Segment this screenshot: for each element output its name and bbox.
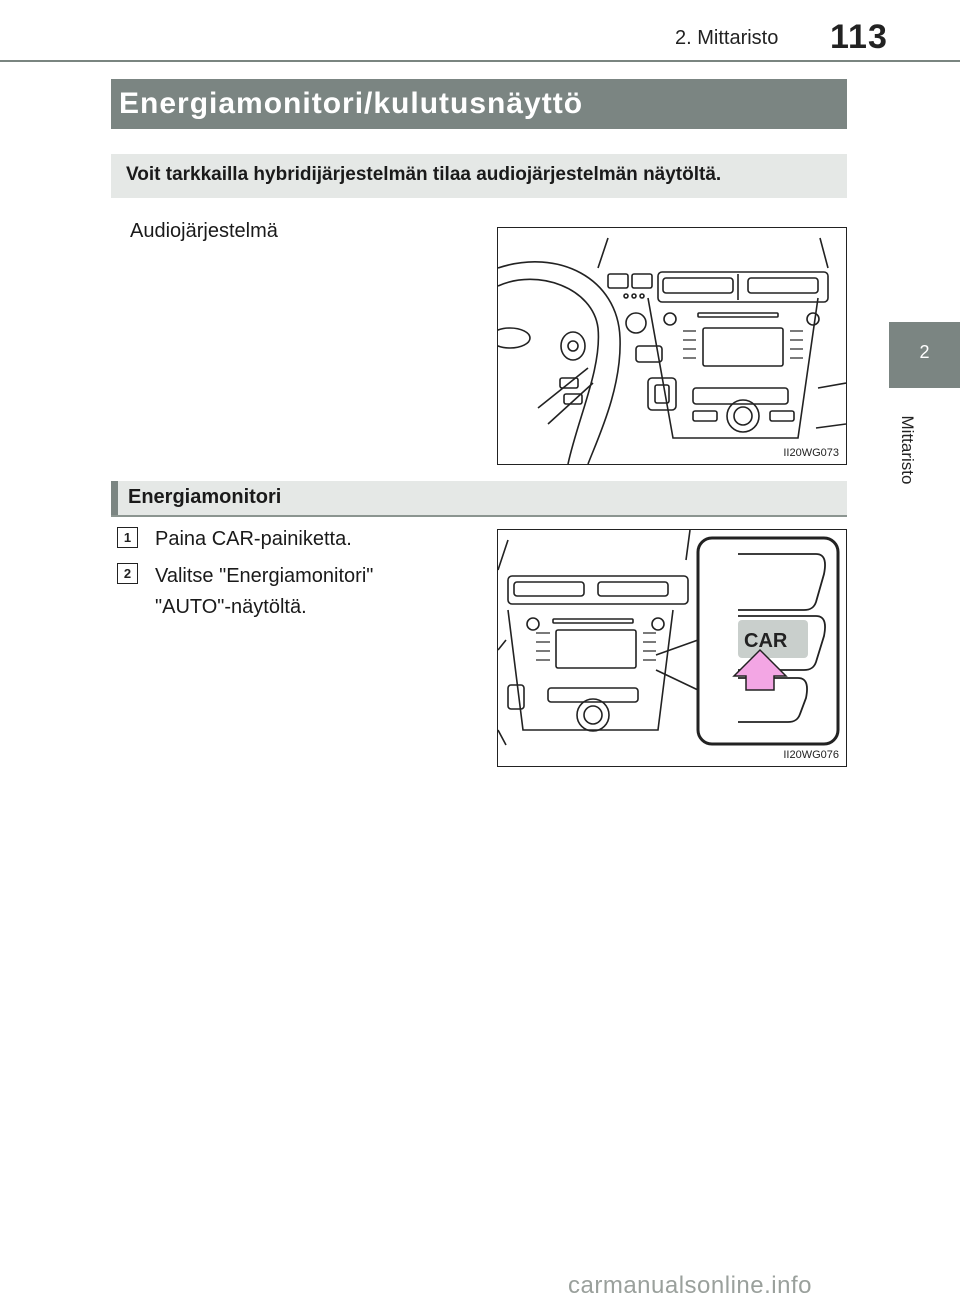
running-header-section: 2. Mittaristo (675, 27, 779, 49)
watermark: carmanualsonline.info (568, 1272, 812, 1299)
figure-car-button (497, 529, 847, 767)
intro-text: Voit tarkkailla hybridijärjestelmän tilaa audiojärjestelmän näytöltä. (126, 164, 722, 185)
figure-code: II20WG073 (783, 447, 839, 459)
car-button-illustration (498, 530, 846, 766)
car-button-label: CAR (744, 630, 788, 652)
step-text-2-line2: "AUTO"-näytöltä. (155, 596, 307, 618)
chapter-tab-label-wrap (890, 398, 924, 502)
step-number-2: 2 (117, 563, 138, 584)
chapter-tab-number: 2 (919, 342, 930, 362)
step-text-2-line1: Valitse "Energiamonitori" (155, 565, 374, 587)
section-heading-bar (111, 481, 847, 517)
section-heading: Energiamonitori (128, 486, 282, 508)
dashboard-illustration (498, 228, 846, 464)
figure-dashboard (497, 227, 847, 465)
intro-box (111, 154, 847, 198)
page-title-bar (111, 79, 847, 129)
step-number-1: 1 (117, 527, 138, 548)
page-title: Energiamonitori/kulutusnäyttö (119, 87, 584, 120)
chapter-tab-label: Mittaristo (898, 415, 917, 485)
audio-heading: Audiojärjestelmä (130, 220, 278, 242)
step-text-1: Paina CAR-painiketta. (155, 528, 352, 550)
page-number: 113 (830, 18, 888, 56)
figure-code: II20WG076 (783, 749, 839, 761)
section-heading-accent (111, 481, 118, 515)
header-rule (0, 60, 960, 62)
